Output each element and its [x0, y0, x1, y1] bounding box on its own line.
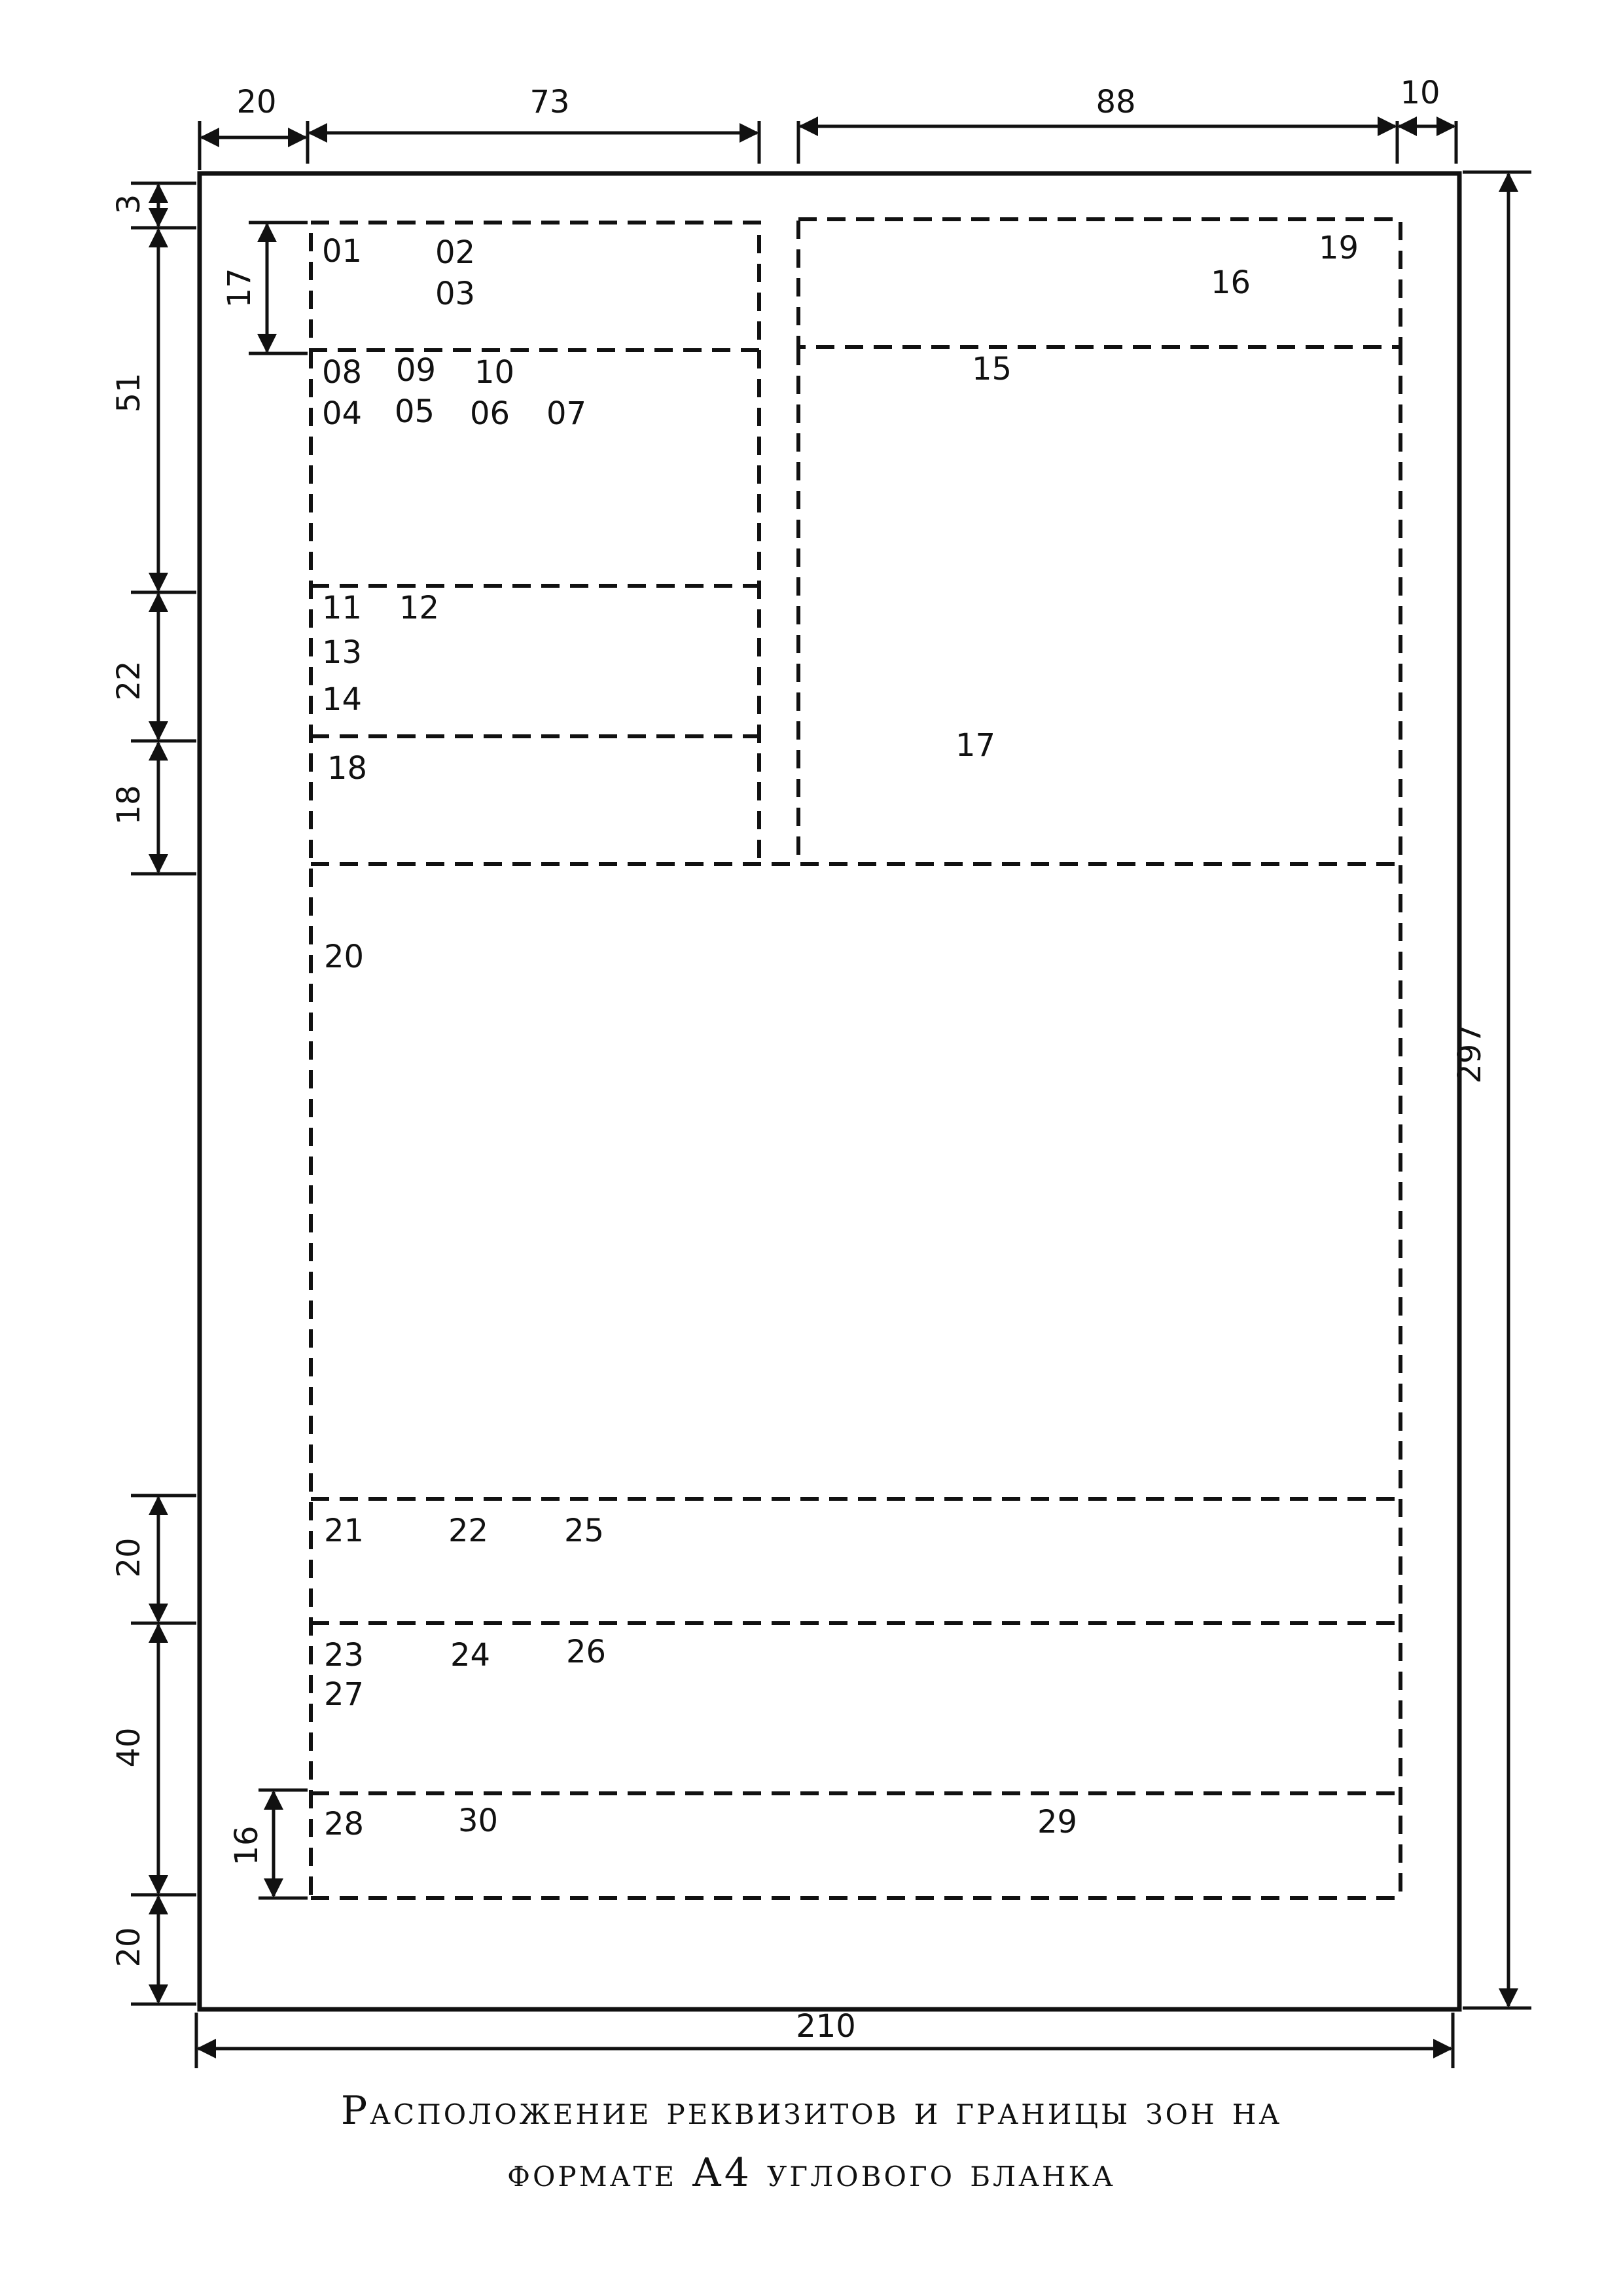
zone-label-01: 01	[322, 233, 363, 270]
zone-label-22: 22	[448, 1513, 489, 1549]
zone-box-header-left	[311, 223, 759, 350]
dim-label-left-18: 18	[111, 785, 147, 825]
zone-label-10: 10	[474, 354, 515, 391]
zone-label-24: 24	[450, 1637, 491, 1674]
zone-label-25: 25	[564, 1513, 605, 1549]
zone-label-13: 13	[322, 634, 363, 671]
dim-label-left-40: 40	[111, 1727, 147, 1768]
dimension-labels	[111, 75, 1488, 2045]
zone-label-17: 17	[955, 727, 996, 764]
zone-label-05: 05	[395, 393, 435, 430]
zone-label-07: 07	[546, 395, 587, 432]
dim-label-top-20: 20	[236, 84, 277, 120]
zone-label-18: 18	[327, 750, 368, 787]
zone-label-28: 28	[324, 1806, 365, 1842]
caption-line-1: Расположение реквизитов и границы зон на	[340, 2088, 1283, 2134]
dim-label-bottom-210: 210	[796, 2008, 856, 2045]
zone-label-12: 12	[399, 590, 440, 626]
zone-label-21: 21	[324, 1513, 365, 1549]
dim-label-inner-17: 17	[221, 268, 258, 308]
dim-label-right-297: 297	[1452, 1024, 1488, 1084]
zone-label-04: 04	[322, 395, 363, 432]
dim-label-left-51: 51	[111, 372, 147, 413]
zone-label-29: 29	[1037, 1804, 1078, 1840]
zone-label-20: 20	[324, 939, 365, 975]
dim-label-top-73: 73	[529, 84, 570, 120]
zone-label-30: 30	[458, 1803, 499, 1839]
dim-label-top-10: 10	[1400, 75, 1440, 111]
zone-label-06: 06	[470, 395, 510, 432]
zone-label-02: 02	[435, 234, 476, 271]
zone-label-19: 19	[1319, 230, 1359, 266]
zone-label-26: 26	[566, 1634, 607, 1670]
dim-label-left-22: 22	[111, 660, 147, 701]
zone-labels	[322, 230, 1359, 1842]
zone-box-header-right	[798, 219, 1400, 347]
dim-label-left-3: 3	[111, 194, 147, 215]
zone-label-14: 14	[322, 681, 363, 718]
dim-label-left-20-bottom: 20	[111, 1927, 147, 1967]
zone-label-08: 08	[322, 354, 363, 391]
zone-label-16: 16	[1211, 264, 1251, 301]
zone-label-27: 27	[324, 1676, 365, 1713]
dim-label-left-20: 20	[111, 1537, 147, 1578]
zone-label-23: 23	[324, 1637, 365, 1674]
caption-line-2: формате А4 углового бланка	[507, 2150, 1116, 2196]
dim-label-top-88: 88	[1096, 84, 1136, 120]
page-sheet-outline	[200, 173, 1459, 2009]
zone-label-15: 15	[972, 351, 1012, 387]
zone-label-09: 09	[396, 352, 437, 389]
zone-label-11: 11	[322, 590, 363, 626]
dim-label-inner-16: 16	[228, 1825, 265, 1866]
zone-label-03: 03	[435, 276, 476, 312]
